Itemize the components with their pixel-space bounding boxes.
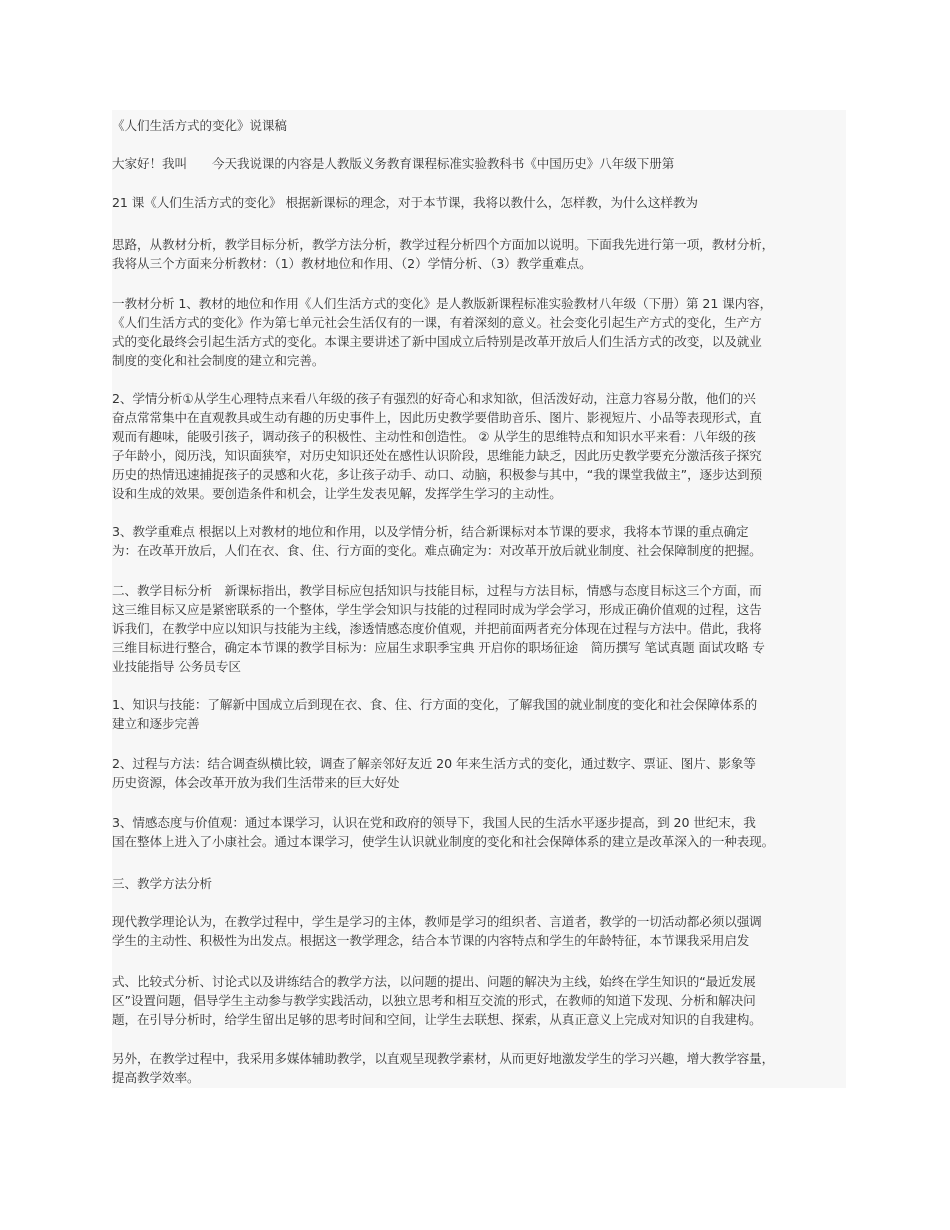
text-line: 2、过程与方法：结合调查纵横比较，调查了解亲邻好友近 20 年来生活方式的变化，通过数字、票证、图片、影象等: [112, 756, 756, 771]
paragraph-process-methods: [112, 754, 852, 792]
paragraph-textbook-analysis: [112, 294, 852, 370]
text-line: 大家好！我叫 今天我说课的内容是人教版义务教育课程标准实验教科书《中国历史》八年级下册第: [112, 156, 675, 171]
text-line: 子年龄小，阅历浅，知识面狭窄，对历史知识还处在感性认识阶段，思维能力缺乏，因此历史教学要充分激活孩子探究: [112, 448, 762, 463]
text-line: 国在整体上进入了小康社会。通过本课学习，使学生认识就业制度的变化和社会保障体系的建立是改革深入的一种表现。: [112, 834, 775, 849]
text-line: 现代教学理论认为，在教学过程中，学生是学习的主体，教师是学习的组织者、言道者，教学的一切活动都必须以强调: [112, 914, 762, 929]
text-line: 诉我们，在教学中应以知识与技能为主线，渗透情感态度价值观，并把前面两者充分体现在过程与方法中。借此，我将: [112, 621, 762, 636]
text-line: 一教材分析 1、教材的地位和作用《人们生活方式的变化》是人教版新课程标准实验教材八年级（下册）第 21 课内容，: [112, 296, 773, 311]
paragraph-key-difficulties: [112, 522, 852, 560]
text-line: 设和生成的效果。要创造条件和机会，让学生发表见解，发挥学生学习的主动性。: [112, 486, 562, 501]
text-line: 历史资源，体会改革开放为我们生活带来的巨大好处: [112, 775, 400, 790]
text-line: 历史的热情迅速捕捉孩子的灵感和火花，多让孩子动手、动口、动脑，积极参与其中，“我的课堂我做主”，逐步达到预: [112, 467, 763, 482]
text-line: 为：在改革开放后，人们在衣、食、住、行方面的变化。难点确定为：对改革开放后就业制度、社会保障制度的把握。: [112, 543, 762, 558]
text-line: 式、比较式分析、讨论式以及讲练结合的教学方法，以问题的提出、问题的解决为主线，始终在学生知识的“最近发展: [112, 974, 756, 989]
text-line: 我将从三个方面来分析教材：（1）教材地位和作用、（2）学情分析、（3）教学重难点。: [112, 256, 592, 271]
paragraph-intro-3: [112, 235, 852, 273]
text-line: 思路，从教材分析，教学目标分析，教学方法分析，教学过程分析四个方面加以说明。下面我先进行第一项，教材分析，: [112, 237, 775, 252]
text-line: 建立和逐步完善: [112, 716, 200, 731]
text-line: 学生的主动性、积极性为出发点。根据这一教学理念，结合本节课的内容特点和学生的年龄特征，本节课我采用启发: [112, 933, 750, 948]
paragraph-teaching-goals: [112, 581, 852, 676]
paragraph-methods-theory: [112, 912, 852, 950]
text-line: 奋点常常集中在直观教具或生动有趣的历史事件上，因此历史教学要借助音乐、图片、影视短片、小品等表现形式，直: [112, 410, 762, 425]
text-line: 题，在引导分析时，给学生留出足够的思考时间和空间，让学生去联想、探索，从真正意义上完成对知识的自我建构。: [112, 1012, 762, 1027]
text-line: 式的变化最终会引起生活方式的变化。本课主要讲述了新中国成立后特别是改革开放后人们生活方式的改变，以及就业: [112, 334, 762, 349]
text-line: 3、教学重难点 根据以上对教材的地位和作用，以及学情分析，结合新课标对本节课的要求，我将本节课的重点确定: [112, 524, 749, 539]
section-heading-methods: [112, 874, 852, 893]
paragraph-knowledge-skills: [112, 695, 852, 733]
document-title: [112, 116, 852, 135]
text-line: 二、教学目标分析 新课标指出，教学目标应包括知识与技能目标，过程与方法目标，情感与态度目标这三个方面，而: [112, 583, 762, 598]
paragraph-intro-2: [112, 193, 852, 212]
paragraph-intro-1: [112, 154, 852, 173]
text-line: 3、情感态度与价值观：通过本课学习，认识在党和政府的领导下，我国人民的生活水平逐步提高，到 20 世纪末，我: [112, 815, 756, 830]
paragraph-learner-analysis: [112, 389, 852, 503]
text-line: 1、知识与技能：了解新中国成立后到现在衣、食、住、行方面的变化，了解我国的就业制度的变化和社会保障体系的: [112, 697, 758, 712]
text-line: 业技能指导 公务员专区: [112, 659, 241, 674]
text-line: 另外，在教学过程中，我采用多媒体辅助教学，以直观呈现教学素材，从而更好地激发学生的学习兴趣，增大教学容量，: [112, 1051, 775, 1066]
text-line: 提高教学效率。: [112, 1070, 200, 1085]
paragraph-emotion-values: [112, 813, 852, 851]
text-line: 区”设置问题，倡导学生主动参与教学实践活动，以独立思考和相互交流的形式，在教师的知道下发现、分析和解决问: [112, 993, 756, 1008]
text-line: 这三维目标又应是紧密联系的一个整体，学生学会知识与技能的过程同时成为学会学习，形成正确价值观的过程，这告: [112, 602, 762, 617]
text-line: 21 课《人们生活方式的变化》 根据新课标的理念，对于本节课，我将以教什么，怎样教，为什么这样教为: [112, 195, 698, 210]
text-line: 观而有趣味，能吸引孩子，调动孩子的积极性、主动性和创造性。 ② 从学生的思维特点和知识水平来看：八年级的孩: [112, 429, 756, 444]
text-line: 制度的变化和社会制度的建立和完善。: [112, 353, 325, 368]
title-line: 《人们生活方式的变化》说课稿: [112, 118, 287, 133]
text-line: 2、学情分析①从学生心理特点来看八年级的孩子有强烈的好奇心和求知欲，但活泼好动，注意力容易分散，他们的兴: [112, 391, 756, 406]
text-line: 三、教学方法分析: [112, 876, 212, 891]
text-line: 三维目标进行整合，确定本节课的教学目标为：应届生求职季宝典 开启你的职场征途 简历撰写 笔试真题 面试攻略 专: [112, 640, 765, 655]
paragraph-multimedia: [112, 1049, 852, 1087]
paragraph-methods-detail: [112, 972, 852, 1029]
text-line: 《人们生活方式的变化》作为第七单元社会生活仅有的一课，有着深刻的意义。社会变化引起生产方式的变化，生产方: [112, 315, 762, 330]
